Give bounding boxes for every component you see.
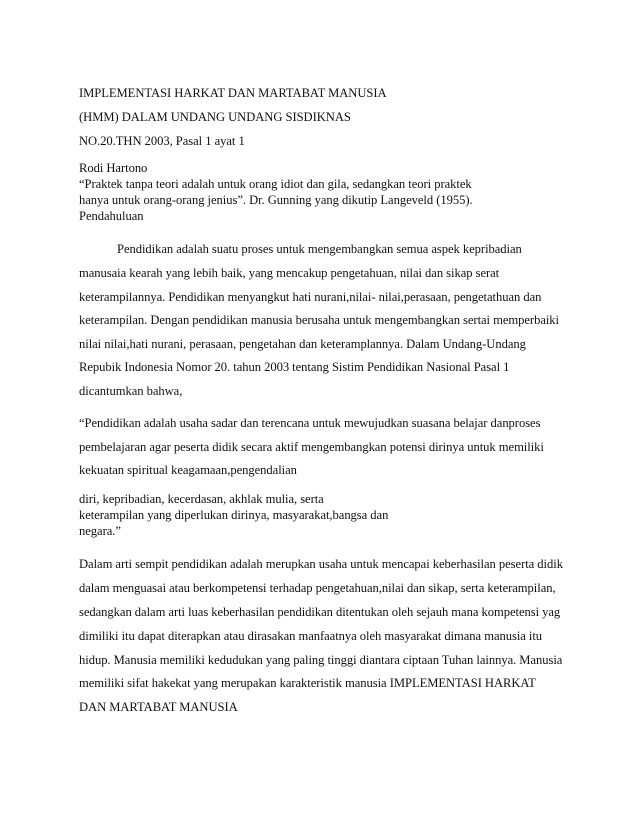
quote-cont-line-1: diri, kepribadian, kecerdasan, akhlak mulia, serta: [79, 492, 324, 506]
document-title-line-3: NO.20.THN 2003, Pasal 1 ayat 1: [79, 134, 245, 148]
quote-cont-line-2: keterampilan yang diperlukan dirinya, masyarakat,bangsa dan: [79, 508, 389, 522]
paragraph1-line-7: dicantumkan bahwa,: [79, 384, 183, 398]
quote-line-1: “Pendidikan adalah usaha sadar dan terencana untuk mewujudkan suasana belajar danproses: [79, 416, 541, 430]
document-title-line-2: (HMM) DALAM UNDANG UNDANG SISDIKNAS: [79, 110, 351, 124]
paragraph1-line-5: nilai nilai,hati nurani, perasaan, pengetahan dan keteramplannya. Dalam Undang-Undang: [79, 337, 526, 351]
epigraph-line-2: hanya untuk orang-orang jenius”. Dr. Gunning yang dikutip Langeveld (1955).: [79, 193, 473, 207]
paragraph2-line-2: dalam menguasai atau berkompetensi terhadap pengetahuan,nilai dan sikap, serta keterampilan,: [79, 581, 556, 595]
paragraph1-line-2: manusaia kearah yang lebih baik, yang mencakup pengetahuan, nilai dan sikap serat: [79, 266, 500, 280]
author-name: Rodi Hartono: [79, 161, 148, 175]
epigraph-line-1: “Praktek tanpa teori adalah untuk orang idiot dan gila, sedangkan teori praktek: [79, 177, 472, 191]
quote-line-3: kekuatan spiritual keagamaan,pengendalian: [79, 463, 297, 477]
section-heading: Pendahuluan: [79, 209, 144, 223]
paragraph2-line-6: memiliki sifat hakekat yang merupakan karakteristik manusia IMPLEMENTASI HARKAT: [79, 676, 536, 690]
document-title-line-1: IMPLEMENTASI HARKAT DAN MARTABAT MANUSIA: [79, 86, 387, 100]
paragraph2-line-5: hidup. Manusia memiliki kedudukan yang paling tinggi diantara ciptaan Tuhan lainnya. Manusia: [79, 653, 563, 667]
paragraph2-line-7: DAN MARTABAT MANUSIA: [79, 700, 238, 714]
paragraph2-line-4: dimiliki itu dapat diterapkan atau dirasakan manfaatnya oleh masyarakat dimana manusia itu: [79, 629, 543, 643]
paragraph2-line-3: sedangkan dalam arti luas keberhasilan pendidikan ditentukan oleh sejauh mana kompetensi yag: [79, 605, 561, 619]
paragraph1-line-3: keterampilannya. Pendidikan menyangkut hati nurani,nilai- nilai,perasaan, pengetathuan dan: [79, 290, 542, 304]
quote-line-2: pembelajaran agar peserta didik secara aktif mengembangkan potensi dirinya untuk memiliki: [79, 440, 544, 454]
paragraph1-line-1: Pendidikan adalah suatu proses untuk mengembangkan semua aspek kepribadian: [117, 242, 522, 256]
paragraph1-line-6: Repubik Indonesia Nomor 20. tahun 2003 tentang Sistim Pendidikan Nasional Pasal 1: [79, 360, 510, 374]
paragraph1-line-4: keterampilan. Dengan pendidikan manusia berusaha untuk mengembangkan sertai memperbaiki: [79, 313, 560, 327]
quote-cont-line-3: negara.”: [79, 524, 121, 538]
paragraph2-line-1: Dalam arti sempit pendidikan adalah merupkan usaha untuk mencapai keberhasilan peserta didik: [79, 557, 563, 571]
